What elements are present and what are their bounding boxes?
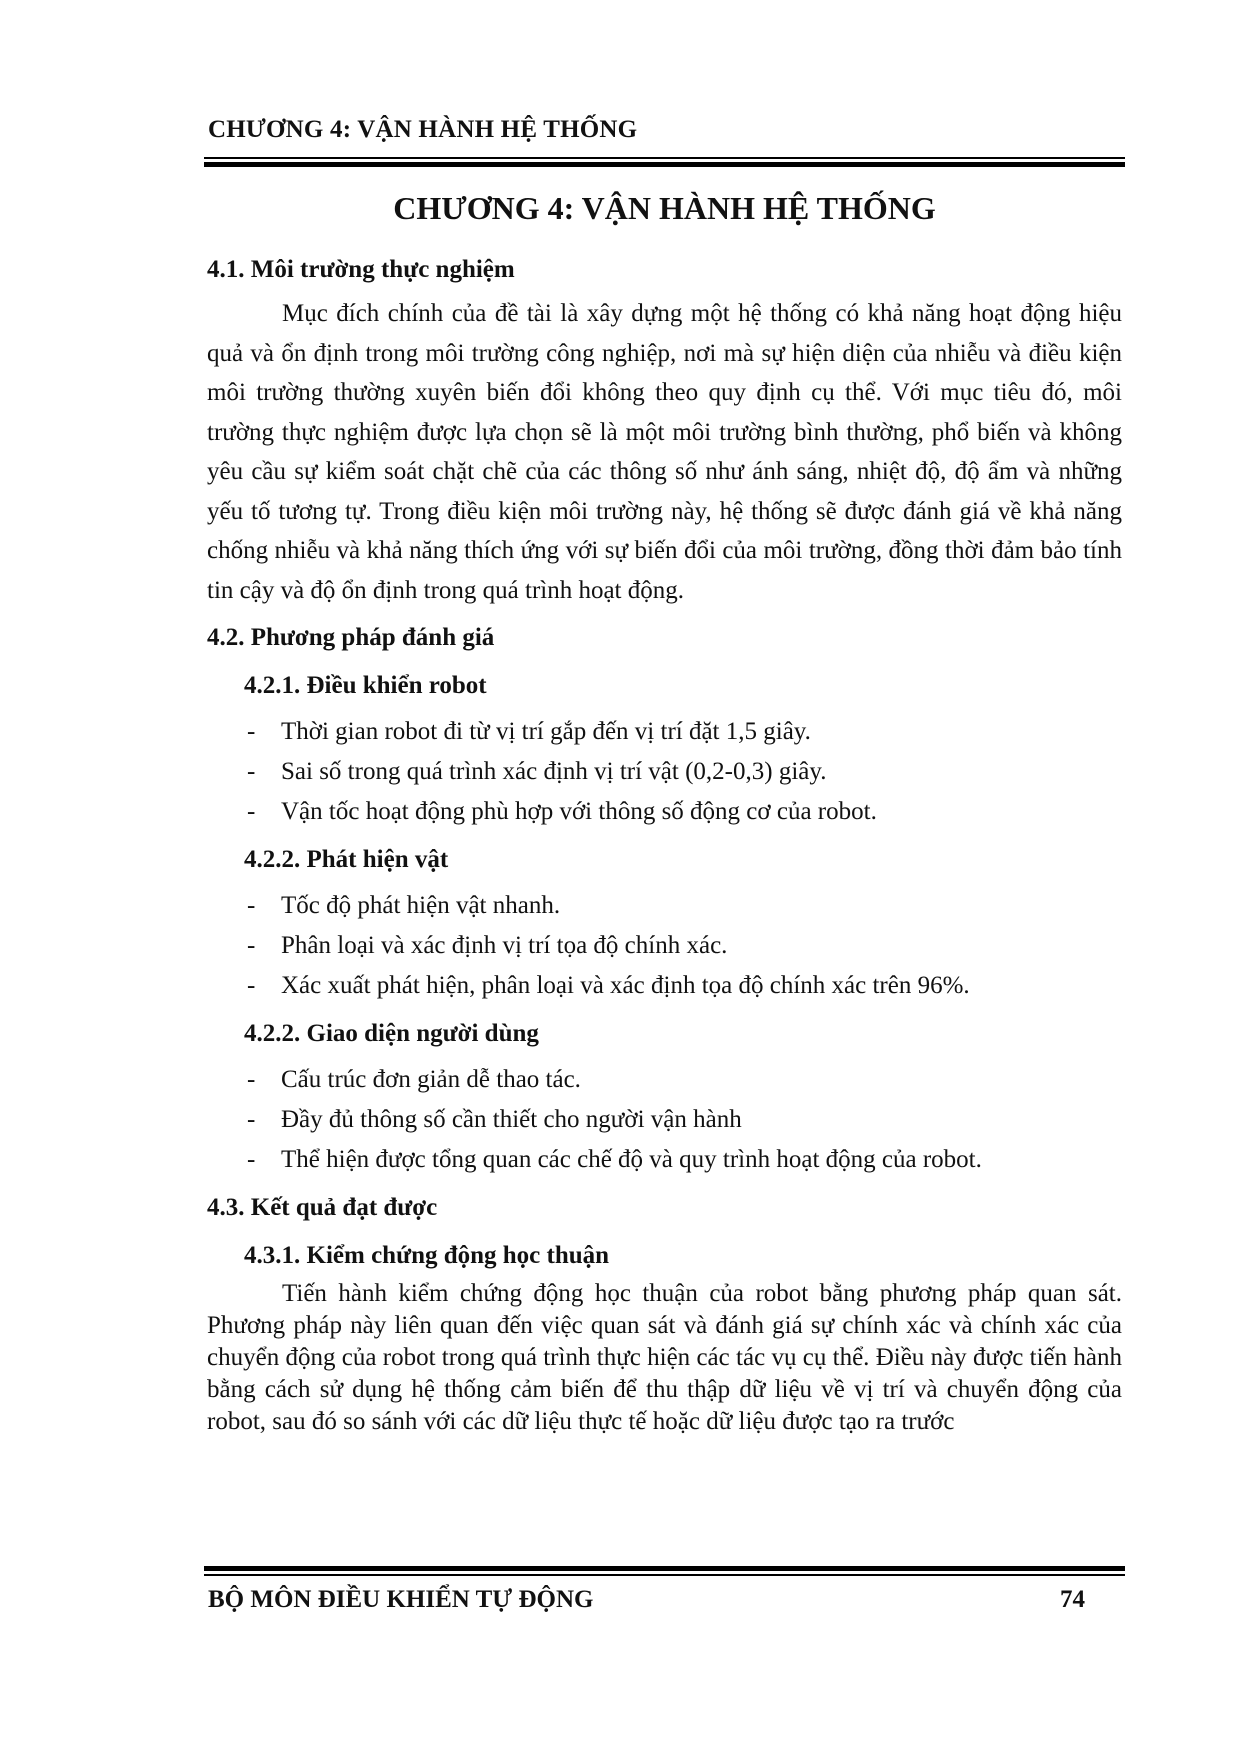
section-4-3-1-paragraph: Tiến hành kiểm chứng động học thuận của robot bằng phương pháp quan sát. Phương pháp này liên quan đến việc quan sát và đánh giá sự chính xác và chính xác của chuyển động của robot trong quá trình thực hiện các tác vụ cụ thể. Điều này được tiến hành bằng cách sử dụng hệ thống cảm biến để thu thập dữ liệu về vị trí và chuyển động của robot, sau đó so sánh với các dữ liệu thực tế hoặc dữ liệu được tạo ra trước (207, 1280, 1122, 1435)
footer-department: BỘ MÔN ĐIỀU KHIỂN TỰ ĐỘNG (208, 1586, 594, 1613)
dash-bullet: - (247, 932, 256, 959)
list-item: - Sai số trong quá trình xác định vị trí vật (0,2-0,3) giây. (207, 752, 1122, 792)
section-4-3-1-heading: 4.3.1. Kiểm chứng động học thuận (244, 1242, 610, 1269)
dash-bullet: - (247, 972, 256, 999)
section-4-2-3-heading: 4.2.2. Giao diện người dùng (244, 1020, 539, 1047)
footer-rule-thick (204, 1566, 1125, 1571)
list-item: - Thể hiện được tổng quan các chế độ và quy trình hoạt động của robot. (207, 1140, 1122, 1180)
header-rule-thick (204, 162, 1125, 167)
header-rule-thin (204, 157, 1125, 159)
section-4-2-heading: 4.2. Phương pháp đánh giá (207, 624, 495, 651)
dash-bullet: - (247, 1146, 256, 1173)
chapter-title: CHƯƠNG 4: VẬN HÀNH HỆ THỐNG (393, 190, 936, 226)
list-item: - Phân loại và xác định vị trí tọa độ chính xác. (207, 926, 1122, 966)
section-4-2-2-list (207, 886, 1122, 1006)
dash-bullet: - (247, 1106, 256, 1133)
list-item: - Đầy đủ thông số cần thiết cho người vận hành (207, 1100, 1122, 1140)
list-item: - Vận tốc hoạt động phù hợp với thông số động cơ của robot. (207, 792, 1122, 832)
dash-bullet: - (247, 758, 256, 785)
dash-bullet: - (247, 798, 256, 825)
section-4-2-2-heading: 4.2.2. Phát hiện vật (244, 846, 449, 873)
list-item: - Tốc độ phát hiện vật nhanh. (207, 886, 1122, 926)
list-item: - Cấu trúc đơn giản dễ thao tác. (207, 1060, 1122, 1100)
footer-rule-thin (204, 1574, 1125, 1576)
section-4-2-1-list (207, 712, 1122, 832)
dash-bullet: - (247, 1066, 256, 1093)
page-number: 74 (1060, 1586, 1085, 1613)
section-4-1-paragraph: Mục đích chính của đề tài là xây dựng một hệ thống có khả năng hoạt động hiệu quả và ổn định trong môi trường công nghiệp, nơi mà sự hiện diện của nhiễu và điều kiện môi trường thường xuyên biến đổi không theo quy định cụ thể. Với mục tiêu đó, môi trường thực nghiệm được lựa chọn sẽ là một môi trường bình thường, phổ biến và không yêu cầu sự kiểm soát chặt chẽ của các thông số như ánh sáng, nhiệt độ, độ ẩm và những yếu tố tương tự. Trong điều kiện môi trường này, hệ thống sẽ được đánh giá về khả năng chống nhiễu và khả năng thích ứng với sự biến đổi của môi trường, đồng thời đảm bảo tính tin cậy và độ ổn định trong quá trình hoạt động. (207, 300, 1122, 604)
dash-bullet: - (247, 718, 256, 745)
list-item: - Thời gian robot đi từ vị trí gắp đến vị trí đặt 1,5 giây. (207, 712, 1122, 752)
section-4-2-3-list (207, 1060, 1122, 1180)
running-header: CHƯƠNG 4: VẬN HÀNH HỆ THỐNG (208, 116, 638, 143)
section-4-2-1-heading: 4.2.1. Điều khiển robot (244, 672, 487, 699)
main-content (207, 250, 1122, 1438)
list-item: - Xác xuất phát hiện, phân loại và xác định tọa độ chính xác trên 96%. (207, 966, 1122, 1006)
section-4-3-heading: 4.3. Kết quả đạt được (207, 1194, 438, 1221)
dash-bullet: - (247, 892, 256, 919)
section-4-1-heading: 4.1. Môi trường thực nghiệm (207, 256, 515, 283)
